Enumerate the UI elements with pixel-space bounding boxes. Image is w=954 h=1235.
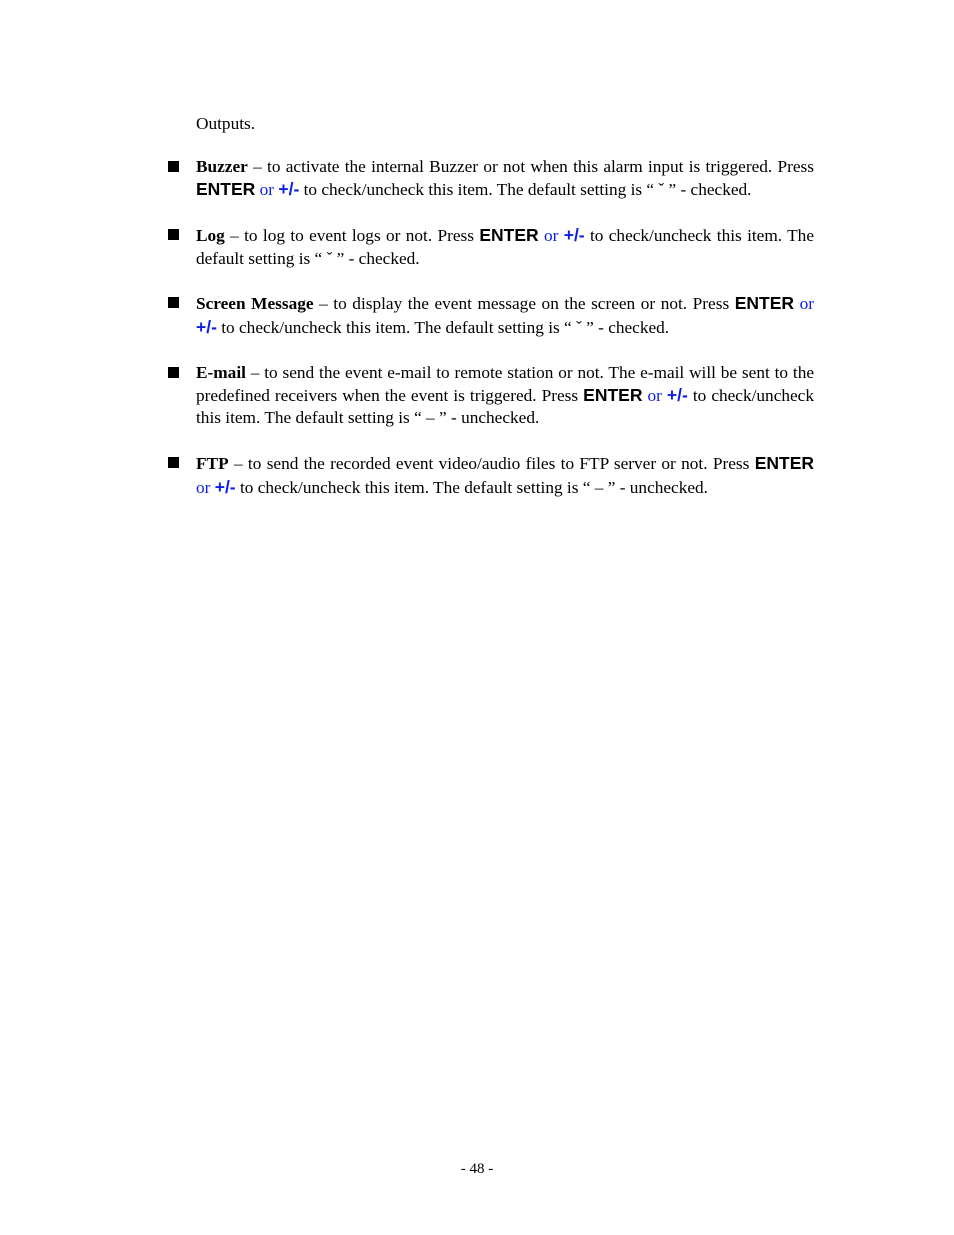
plus-minus-key-label: +/- — [196, 316, 217, 337]
item-term: Log — [196, 226, 225, 246]
item-description: to check/uncheck this item. The default setting is “ ˇ ” - checked. — [216, 317, 670, 337]
plus-minus-key-label: +/- — [278, 179, 300, 200]
square-bullet-icon — [168, 229, 179, 240]
settings-list — [196, 156, 814, 521]
plus-minus-key-label: +/- — [666, 385, 688, 406]
enter-key-label: ENTER — [196, 179, 256, 200]
item-description: to check/uncheck this item. The default setting is “ – ” - unchecked. — [196, 386, 814, 428]
item-description: – to display the event message on the screen or not. Press — [313, 294, 735, 314]
item-description: to check/uncheck this item. The default setting is “ ˇ ” - checked. — [196, 226, 814, 268]
list-item — [196, 224, 814, 270]
enter-key-label: ENTER — [479, 225, 539, 246]
list-item — [196, 156, 814, 202]
item-term: E-mail — [196, 362, 246, 382]
plus-minus-key-label: +/- — [563, 225, 585, 246]
or-text: or — [538, 226, 564, 246]
item-term: Screen Message — [196, 294, 314, 314]
item-description: to check/uncheck this item. The default setting is “ – ” - unchecked. — [235, 477, 708, 497]
enter-key-label: ENTER — [754, 453, 814, 474]
enter-key-label: ENTER — [734, 293, 795, 314]
square-bullet-icon — [168, 297, 179, 308]
list-item — [196, 292, 814, 339]
item-description: – to activate the internal Buzzer or not when this alarm input is triggered. Press — [247, 157, 814, 176]
item-description: – to send the recorded event video/audio files to FTP server or not. Press — [228, 454, 755, 474]
square-bullet-icon — [168, 457, 179, 468]
or-text: or — [794, 294, 815, 314]
or-text: or — [196, 477, 215, 497]
item-term: Buzzer — [196, 157, 248, 176]
item-term: FTP — [196, 454, 229, 474]
or-text: or — [642, 386, 667, 406]
page-number: - 48 - — [460, 1161, 494, 1177]
plus-minus-key-label: +/- — [214, 476, 236, 497]
square-bullet-icon — [168, 367, 179, 378]
item-description: – to send the event e-mail to remote station or not. The e-mail will be sent to the predefined receivers when the event is triggered. Press — [196, 362, 814, 406]
list-item — [196, 452, 814, 499]
enter-key-label: ENTER — [583, 385, 643, 406]
list-item — [196, 362, 814, 430]
or-text: or — [255, 180, 279, 200]
square-bullet-icon — [168, 161, 179, 172]
intro-text: Outputs. — [196, 114, 256, 133]
item-description: – to log to event logs or not. Press — [224, 226, 480, 246]
item-description: to check/uncheck this item. The default setting is “ ˇ ” - checked. — [299, 180, 752, 200]
